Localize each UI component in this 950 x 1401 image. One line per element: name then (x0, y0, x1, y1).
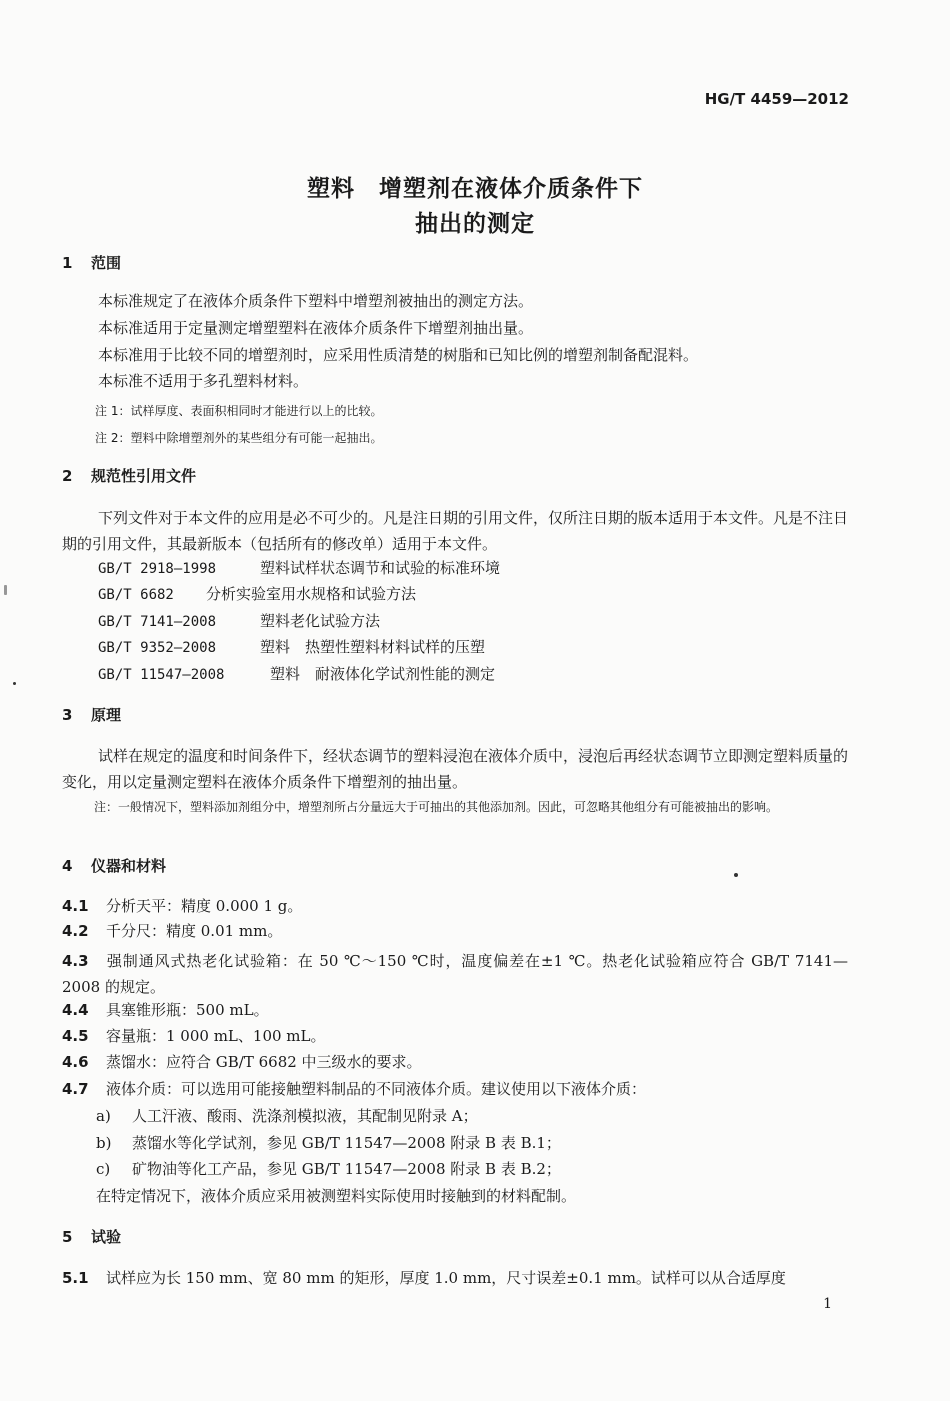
clause-item (62, 948, 848, 1000)
list-marker: c) (96, 1160, 111, 1178)
clause-item (62, 1027, 325, 1046)
clause-text: 容量瓶：1 000 mL、100 mL。 (106, 1027, 326, 1045)
reference-title: 塑料老化试验方法 (260, 612, 381, 630)
reference-item (98, 559, 500, 579)
section-5-heading (62, 1226, 121, 1247)
standard-code: HG/T 4459—2012 (704, 90, 849, 108)
clause-number: 4.5 (62, 1027, 89, 1045)
scan-speck (13, 682, 16, 685)
section-number: 4 (62, 857, 73, 875)
paragraph: 本标准用于比较不同的增塑剂时，应采用性质清楚的树脂和已知比例的增塑剂制备配混料。 (98, 346, 699, 364)
section-number: 3 (62, 706, 73, 724)
clause-item (62, 1269, 786, 1288)
list-item (96, 1134, 561, 1153)
section-title: 试验 (91, 1228, 122, 1246)
list-item (96, 1160, 561, 1179)
clause-number: 4.3 (62, 952, 89, 970)
paragraph: 在特定情况下，液体介质应采用被测塑料实际使用时接触到的材料配制。 (96, 1187, 577, 1205)
section-number: 1 (62, 254, 73, 272)
note: 注：一般情况下，塑料添加剂组分中，增塑剂所占分量远大于可抽出的其他添加剂。因此，可忽略其他组分有可能被抽出的影响。 (94, 800, 779, 814)
clause-item (62, 897, 302, 916)
reference-item (98, 612, 380, 632)
list-marker: a) (96, 1107, 111, 1125)
paragraph: 下列文件对于本文件的应用是必不可少的。凡是注日期的引用文件，仅所注日期的版本适用于本文件。凡是不注日期的引用文件，其最新版本（包括所有的修改单）适用于本文件。 (62, 509, 849, 553)
section-number: 2 (62, 467, 73, 485)
clause-number: 4.1 (62, 897, 89, 915)
clause-number: 5.1 (62, 1269, 89, 1287)
reference-item (98, 638, 485, 658)
section-title: 仪器和材料 (91, 857, 167, 875)
section-2-heading (62, 465, 196, 486)
reference-code: GB/T 7141—2008 (98, 614, 217, 630)
paragraph: 试样在规定的温度和时间条件下，经状态调节的塑料浸泡在液体介质中，浸泡后再经状态调节立即测定塑料质量的变化，用以定量测定塑料在液体介质条件下增塑剂的抽出量。 (62, 747, 849, 791)
list-text: 人工汗液、酸雨、洗涤剂模拟液，其配制见附录 A； (132, 1107, 478, 1125)
page-number: 1 (823, 1296, 832, 1312)
paragraph: 本标准适用于定量测定增塑塑料在液体介质条件下增塑剂抽出量。 (98, 319, 534, 337)
clause-number: 4.7 (62, 1080, 89, 1098)
section-3-heading (62, 704, 121, 725)
reference-code: GB/T 6682 (98, 587, 174, 603)
reference-title: 分析实验室用水规格和试验方法 (206, 585, 417, 603)
reference-title: 塑料试样状态调节和试验的标准环境 (260, 559, 501, 577)
section-number: 5 (62, 1228, 73, 1246)
clause-item (62, 1080, 646, 1099)
section-title: 规范性引用文件 (91, 467, 197, 485)
clause-item (62, 922, 282, 941)
reference-code: GB/T 11547—2008 (98, 667, 225, 683)
reference-title: 塑料 热塑性塑料材料试样的压塑 (260, 638, 486, 656)
title-line-2: 抽出的测定 (415, 211, 535, 237)
reference-item (98, 665, 495, 685)
title-line-1: 塑料 增塑剂在液体介质条件下 (307, 176, 643, 202)
note: 注 2：塑料中除增塑剂外的某些组分有可能一起抽出。 (95, 431, 383, 445)
list-text: 矿物油等化工产品，参见 GB/T 11547—2008 附录 B 表 B.2； (132, 1160, 561, 1178)
paragraph: 本标准规定了在液体介质条件下塑料中增塑剂被抽出的测定方法。 (98, 292, 534, 310)
clause-item (62, 1001, 269, 1020)
clause-number: 4.4 (62, 1001, 89, 1019)
reference-title: 塑料 耐液体化学试剂性能的测定 (270, 665, 496, 683)
clause-text: 液体介质：可以选用可能接触塑料制品的不同液体介质。建议使用以下液体介质： (106, 1080, 647, 1098)
reference-code: GB/T 9352—2008 (98, 640, 217, 656)
list-text: 蒸馏水等化学试剂，参见 GB/T 11547—2008 附录 B 表 B.1； (132, 1134, 561, 1152)
list-item (96, 1107, 478, 1126)
clause-text: 具塞锥形瓶：500 mL。 (106, 1001, 269, 1019)
list-marker: b) (96, 1134, 112, 1152)
section-1-heading (62, 252, 121, 273)
clause-text: 试样应为长 150 mm、宽 80 mm 的矩形，厚度 1.0 mm，尺寸误差±0.1 mm。试样可以从合适厚度 (106, 1269, 786, 1287)
scan-speck (4, 585, 7, 595)
section-title: 原理 (91, 706, 122, 724)
clause-item (62, 1053, 422, 1072)
section-title: 范围 (91, 254, 122, 272)
clause-text: 分析天平：精度 0.000 1 g。 (106, 897, 303, 915)
clause-number: 4.2 (62, 922, 89, 940)
reference-item (98, 585, 416, 605)
clause-text: 千分尺：精度 0.01 mm。 (106, 922, 283, 940)
scan-speck (734, 873, 738, 877)
clause-text: 强制通风式热老化试验箱：在 50 ℃～150 ℃时，温度偏差在±1 ℃。热老化试验箱应符合 GB/T 7141—2008 的规定。 (62, 952, 848, 996)
reference-code: GB/T 2918—1998 (98, 561, 217, 577)
note: 注 1：试样厚度、表面积相同时才能进行以上的比较。 (95, 404, 383, 418)
clause-number: 4.6 (62, 1053, 89, 1071)
clause-text: 蒸馏水：应符合 GB/T 6682 中三级水的要求。 (106, 1053, 422, 1071)
section-4-heading (62, 855, 166, 876)
paragraph: 本标准不适用于多孔塑料材料。 (98, 372, 309, 390)
